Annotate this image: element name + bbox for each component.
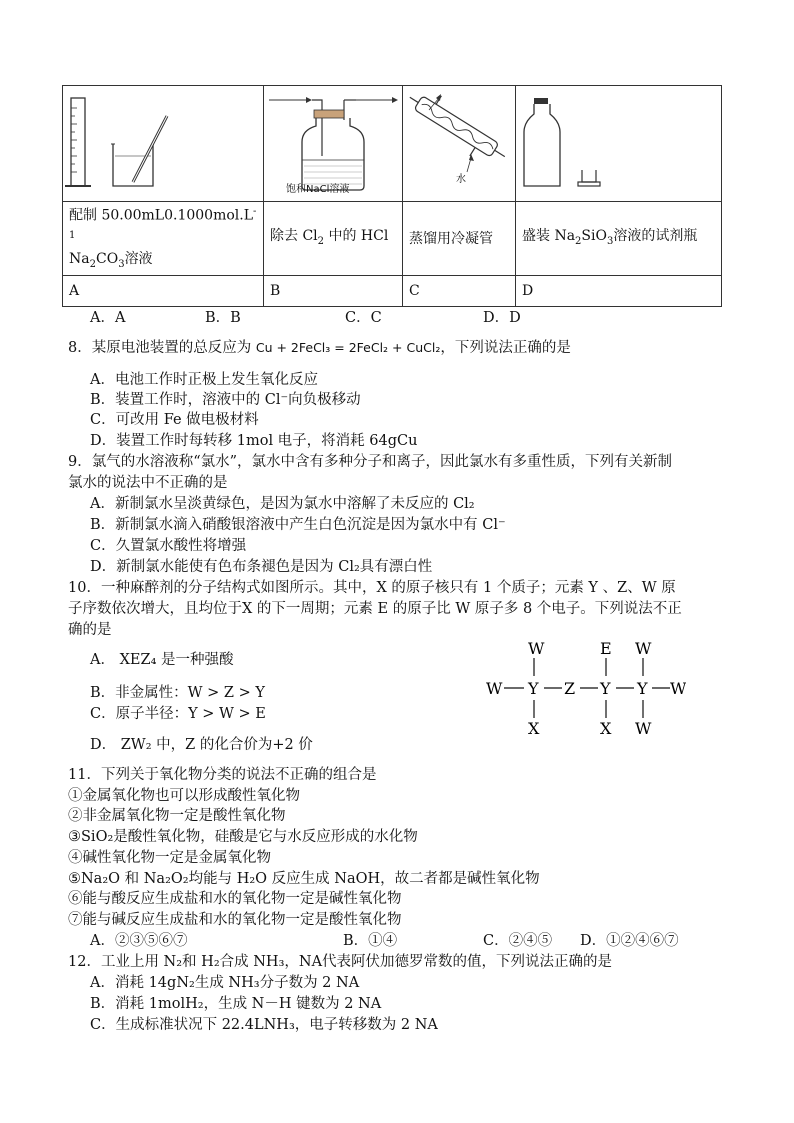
desc-b-text2: 中的 HCl xyxy=(324,227,389,244)
q7-option-a[interactable]: A．A xyxy=(90,310,126,326)
q8-option-b[interactable]: B．装置工作时，溶液中的 Cl⁻向负极移动 xyxy=(90,392,361,408)
q12-option-c[interactable]: C．生成标准状况下 22.4LNH₃，电子转移数为 2 NA xyxy=(90,1017,438,1033)
letter-b: B xyxy=(264,276,403,307)
structure-svg xyxy=(486,638,686,738)
desc-c-text: 蒸馏用冷凝管 xyxy=(409,230,493,247)
q10-stem-line3: 确的是 xyxy=(68,622,112,638)
q11-item-1: ①金属氧化物也可以形成酸性氧化物 xyxy=(68,788,300,804)
q8-equation: Cu + 2FeCl₃ = 2FeCl₂ + CuCl₂ xyxy=(255,340,441,355)
q7-option-b[interactable]: B．B xyxy=(205,310,241,326)
atom-w-right: W xyxy=(670,679,686,698)
q8-option-d[interactable]: D．装置工作时每转移 1mol 电子，将消耗 64gCu xyxy=(90,433,418,449)
q10-option-a[interactable]: A． XEZ₄ 是一种强酸 xyxy=(90,652,234,668)
atom-y2: Y xyxy=(600,679,611,698)
cell-image-c xyxy=(403,86,516,202)
q9-option-d[interactable]: D．新制氯水能使有色布条褪色是因为 Cl₂具有漂白性 xyxy=(90,559,433,575)
atom-w-top2: W xyxy=(635,639,652,658)
q10-option-c[interactable]: C．原子半径：Y > W > E xyxy=(90,706,266,722)
desc-c xyxy=(403,202,516,276)
desc-a-text4: 溶液 xyxy=(124,251,153,268)
q10-option-b[interactable]: B．非金属性：W > Z > Y xyxy=(90,685,265,701)
q12-stem: 12．工业上用 N₂和 H₂合成 NH₃，NA代表阿伏加德罗常数的值，下列说法正确的是 xyxy=(68,954,613,970)
q9-stem-line2: 氯水的说法中不正确的是 xyxy=(68,475,228,491)
desc-b: 除去 $Cl_2$ 中的 HCl xyxy=(264,202,403,276)
atom-y1: Y xyxy=(528,679,539,698)
reagent-bottle-image xyxy=(516,86,721,201)
q8-stem xyxy=(68,338,571,358)
atom-z: Z xyxy=(564,679,576,698)
q12-option-b[interactable]: B．消耗 1molH₂，生成 N－H 键数为 2 NA xyxy=(90,996,382,1012)
cell-image-a xyxy=(63,86,264,202)
q11-item-4: ④碱性氧化物一定是金属氧化物 xyxy=(68,850,271,866)
apparatus-table xyxy=(62,85,722,307)
q8-option-a[interactable]: A．电池工作时正极上发生氧化反应 xyxy=(90,372,318,388)
q11-item-3: ③SiO₂是酸性氧化物，硅酸是它与水反应形成的水化物 xyxy=(68,829,418,845)
desc-a-text3: CO xyxy=(95,251,119,268)
letter-d: D xyxy=(516,276,722,307)
q9-option-b[interactable]: B．新制氯水滴入硝酸银溶液中产生白色沉淀是因为氯水中有 Cl⁻ xyxy=(90,517,506,533)
water-label: 水 xyxy=(456,174,466,185)
q11-item-6: ⑥能与酸反应生成盐和水的氧化物一定是碱性氧化物 xyxy=(68,891,402,907)
q7-option-c[interactable]: C．C xyxy=(345,310,382,326)
desc-d-text1: 盛装 Na xyxy=(522,227,576,244)
letter-c: C xyxy=(403,276,516,307)
q11-item-5: ⑤Na₂O 和 Na₂O₂均能与 H₂O 反应生成 NaOH，故二者都是碱性氧化物 xyxy=(68,871,540,887)
desc-a: 配制 $50.00mL0.1000mol.L^{-1}$ $Na_2CO_3$溶液 xyxy=(63,202,264,276)
atom-y3: Y xyxy=(637,679,648,698)
molecular-structure xyxy=(486,638,686,738)
desc-d-text2: SiO xyxy=(581,227,607,244)
q8-option-c[interactable]: C．可改用 Fe 做电极材料 xyxy=(90,412,259,428)
q11-option-a[interactable]: A．②③⑤⑥⑦ xyxy=(90,933,188,949)
q11-option-c[interactable]: C．②④⑤ xyxy=(483,933,553,949)
graduated-cylinder-beaker-image xyxy=(63,86,263,201)
q7-option-d[interactable]: D．D xyxy=(483,310,521,326)
atom-x1: X xyxy=(528,719,540,738)
q11-option-b[interactable]: B．①④ xyxy=(343,933,398,949)
desc-b-text1: 除去 Cl xyxy=(270,227,318,244)
cell-image-b xyxy=(264,86,403,202)
q8-stem-post: ，下列说法正确的是 xyxy=(440,340,571,356)
desc-a-sup: -1 xyxy=(69,206,257,241)
saturated-nacl-label: 饱和NaCl溶液 xyxy=(286,184,350,195)
q10-stem-line1: 10．一种麻醉剂的分子结构式如图所示。其中，X 的原子核只有 1 个质子；元素 Y 、Z、W 原 xyxy=(68,580,676,596)
desc-a-text2: Na xyxy=(69,251,90,268)
desc-d: 盛装 $Na_2SiO_3$溶液的试剂瓶 xyxy=(516,202,722,276)
desc-a-text1: 配制 50.00mL0.1000mol.L xyxy=(69,207,254,224)
cell-image-d xyxy=(516,86,722,202)
atom-x2: X xyxy=(600,719,612,738)
q9-option-c[interactable]: C．久置氯水酸性将增强 xyxy=(90,538,247,554)
atom-w-bottom: W xyxy=(635,719,652,738)
letter-a: A xyxy=(63,276,264,307)
q10-option-d[interactable]: D． ZW₂ 中，Z 的化合价为+2 价 xyxy=(90,737,313,753)
atom-e: E xyxy=(600,639,612,658)
q8-stem-pre: 8．某原电池装置的总反应为 xyxy=(68,340,252,356)
atom-w-left: W xyxy=(486,679,503,698)
q12-option-a[interactable]: A．消耗 14gN₂生成 NH₃分子数为 2 NA xyxy=(90,975,360,991)
desc-d-text3: 溶液的试剂瓶 xyxy=(613,227,698,244)
q11-item-2: ②非金属氧化物一定是酸性氧化物 xyxy=(68,808,286,824)
q9-option-a[interactable]: A．新制氯水呈淡黄绿色，是因为氯水中溶解了未反应的 Cl₂ xyxy=(90,496,475,512)
q9-stem-line1: 9．氯气的水溶液称“氯水”，氯水中含有多种分子和离子，因此氯水有多重性质，下列有关新制 xyxy=(68,454,673,470)
q11-stem: 11．下列关于氧化物分类的说法不正确的组合是 xyxy=(68,767,377,783)
q11-option-d[interactable]: D．①②④⑥⑦ xyxy=(580,933,679,949)
atom-w-top1: W xyxy=(528,639,545,658)
q11-item-7: ⑦能与碱反应生成盐和水的氧化物一定是酸性氧化物 xyxy=(68,912,402,928)
q10-stem-line2: 子序数依次增大，且均位于X 的下一周期；元素 E 的原子比 W 原子多 8 个电子。下列说法不正 xyxy=(68,601,682,617)
